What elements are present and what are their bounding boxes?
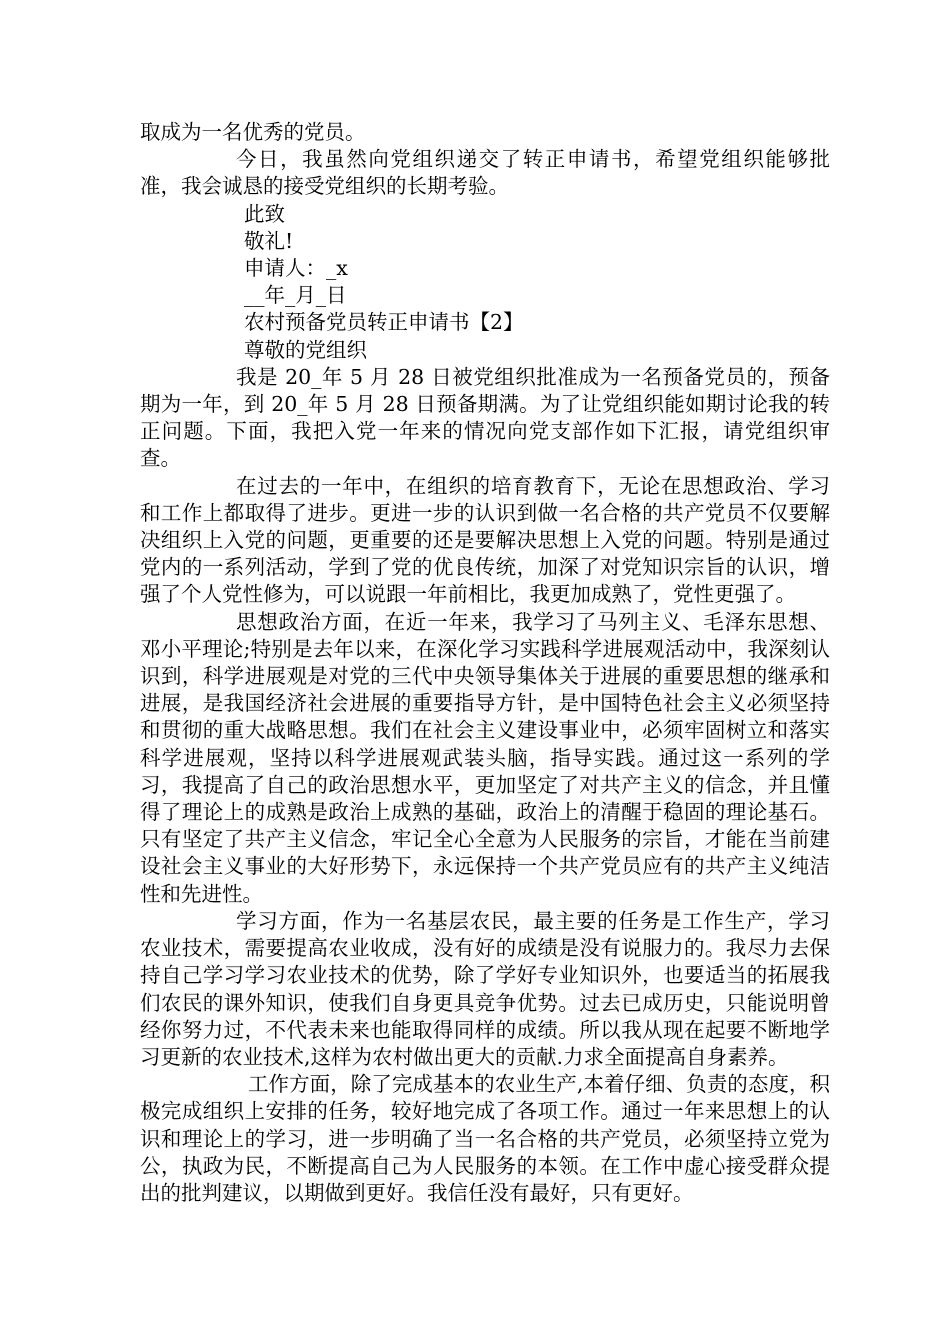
date-line: __年_月_日	[244, 283, 347, 308]
salutation-jingli: 敬礼!	[244, 228, 294, 253]
paragraph-study: 学习方面，作为一名基层农民，最主要的任务是工作生产，学习农业技术，需要提高农业收成，没有好的成绩是没有说服力的。我尽力去保持自己学习学习农业技术的优势，除了学好专业知识外，也要适当的拓展我们农民的课外知识，使我们自身更具竞争优势。过去已成历史，只能说明曾经你努力过，不代表未来也能取得同样的成绩。所以我从现在起要不断地学习更新的农业技术,这样为农村做出更大的贡献.力求全面提高自身素养。	[140, 908, 830, 1069]
salutation-cizhi: 此致	[244, 201, 285, 226]
greeting: 尊敬的党组织	[244, 337, 367, 362]
paragraph-intro: 我是 20_年 5 月 28 日被党组织批准成为一名预备党员的，预备期为一年，到 20_年 5 月 28 日预备期满。为了让党组织能如期讨论我的转正问题。下面，我把入党一年来的情况向党支部作如下汇报，请党组织审查。	[140, 364, 830, 471]
paragraph-work: 工作方面，除了完成基本的农业生产,本着仔细、负责的态度，积极完成组织上安排的任务，较好地完成了各项工作。通过一年来思想上的认识和理论上的学习，进一步明确了当一名合格的共产党员，必须坚持立党为公，执政为民，不断提高自己为人民服务的本领。在工作中虚心接受群众提出的批判建议，以期做到更好。我信任没有最好，只有更好。	[140, 1072, 830, 1205]
paragraph-closing-line: 取成为一名优秀的党员。	[140, 120, 366, 144]
paragraph-political: 思想政治方面，在近一年来，我学习了马列主义、毛泽东思想、邓小平理论;特别是去年以来，在深化学习实践科学进展观活动中，我深刻认识到，科学进展观是对党的三代中央领导集体关于进展的重要思想的继承和进展，是我国经济社会进展的重要指导方针，是中国特色社会主义必须坚持和贯彻的重大战略思想。我们在社会主义建设事业中，必须牢固树立和落实科学进展观，坚持以科学进展观武装头脑，指导实践。通过这一系列的学习，我提高了自己的政治思想水平，更加坚定了对共产主义的信念，并且懂得了理论上的成熟是政治上成熟的基础，政治上的清醒于稳固的理论基石。只有坚定了共产主义信念，牢记全心全意为人民服务的宗旨，才能在当前建设社会主义事业的大好形势下，永远保持一个共产党员应有的共产主义纯洁性和先进性。	[140, 609, 830, 906]
document-body	[140, 119, 830, 1207]
section-title: 农村预备党员转正申请书【2】	[244, 310, 524, 335]
applicant-line: 申请人：_x	[244, 256, 348, 281]
paragraph-past-year: 在过去的一年中，在组织的培育教育下，无论在思想政治、学习和工作上都取得了进步。更进一步的认识到做一名合格的共产党员不仅要解决组织上入党的问题，更重要的还是要解决思想上入党的问题。特别是通过党内的一系列活动，学到了党的优良传统，加深了对党知识宗旨的认识，增强了个人党性修为，可以说跟一年前相比，我更加成熟了，党性更强了。	[140, 473, 830, 607]
paragraph-submission: 今日，我虽然向党组织递交了转正申请书，希望党组织能够批准，我会诚恳的接受党组织的长期考验。	[140, 147, 830, 199]
